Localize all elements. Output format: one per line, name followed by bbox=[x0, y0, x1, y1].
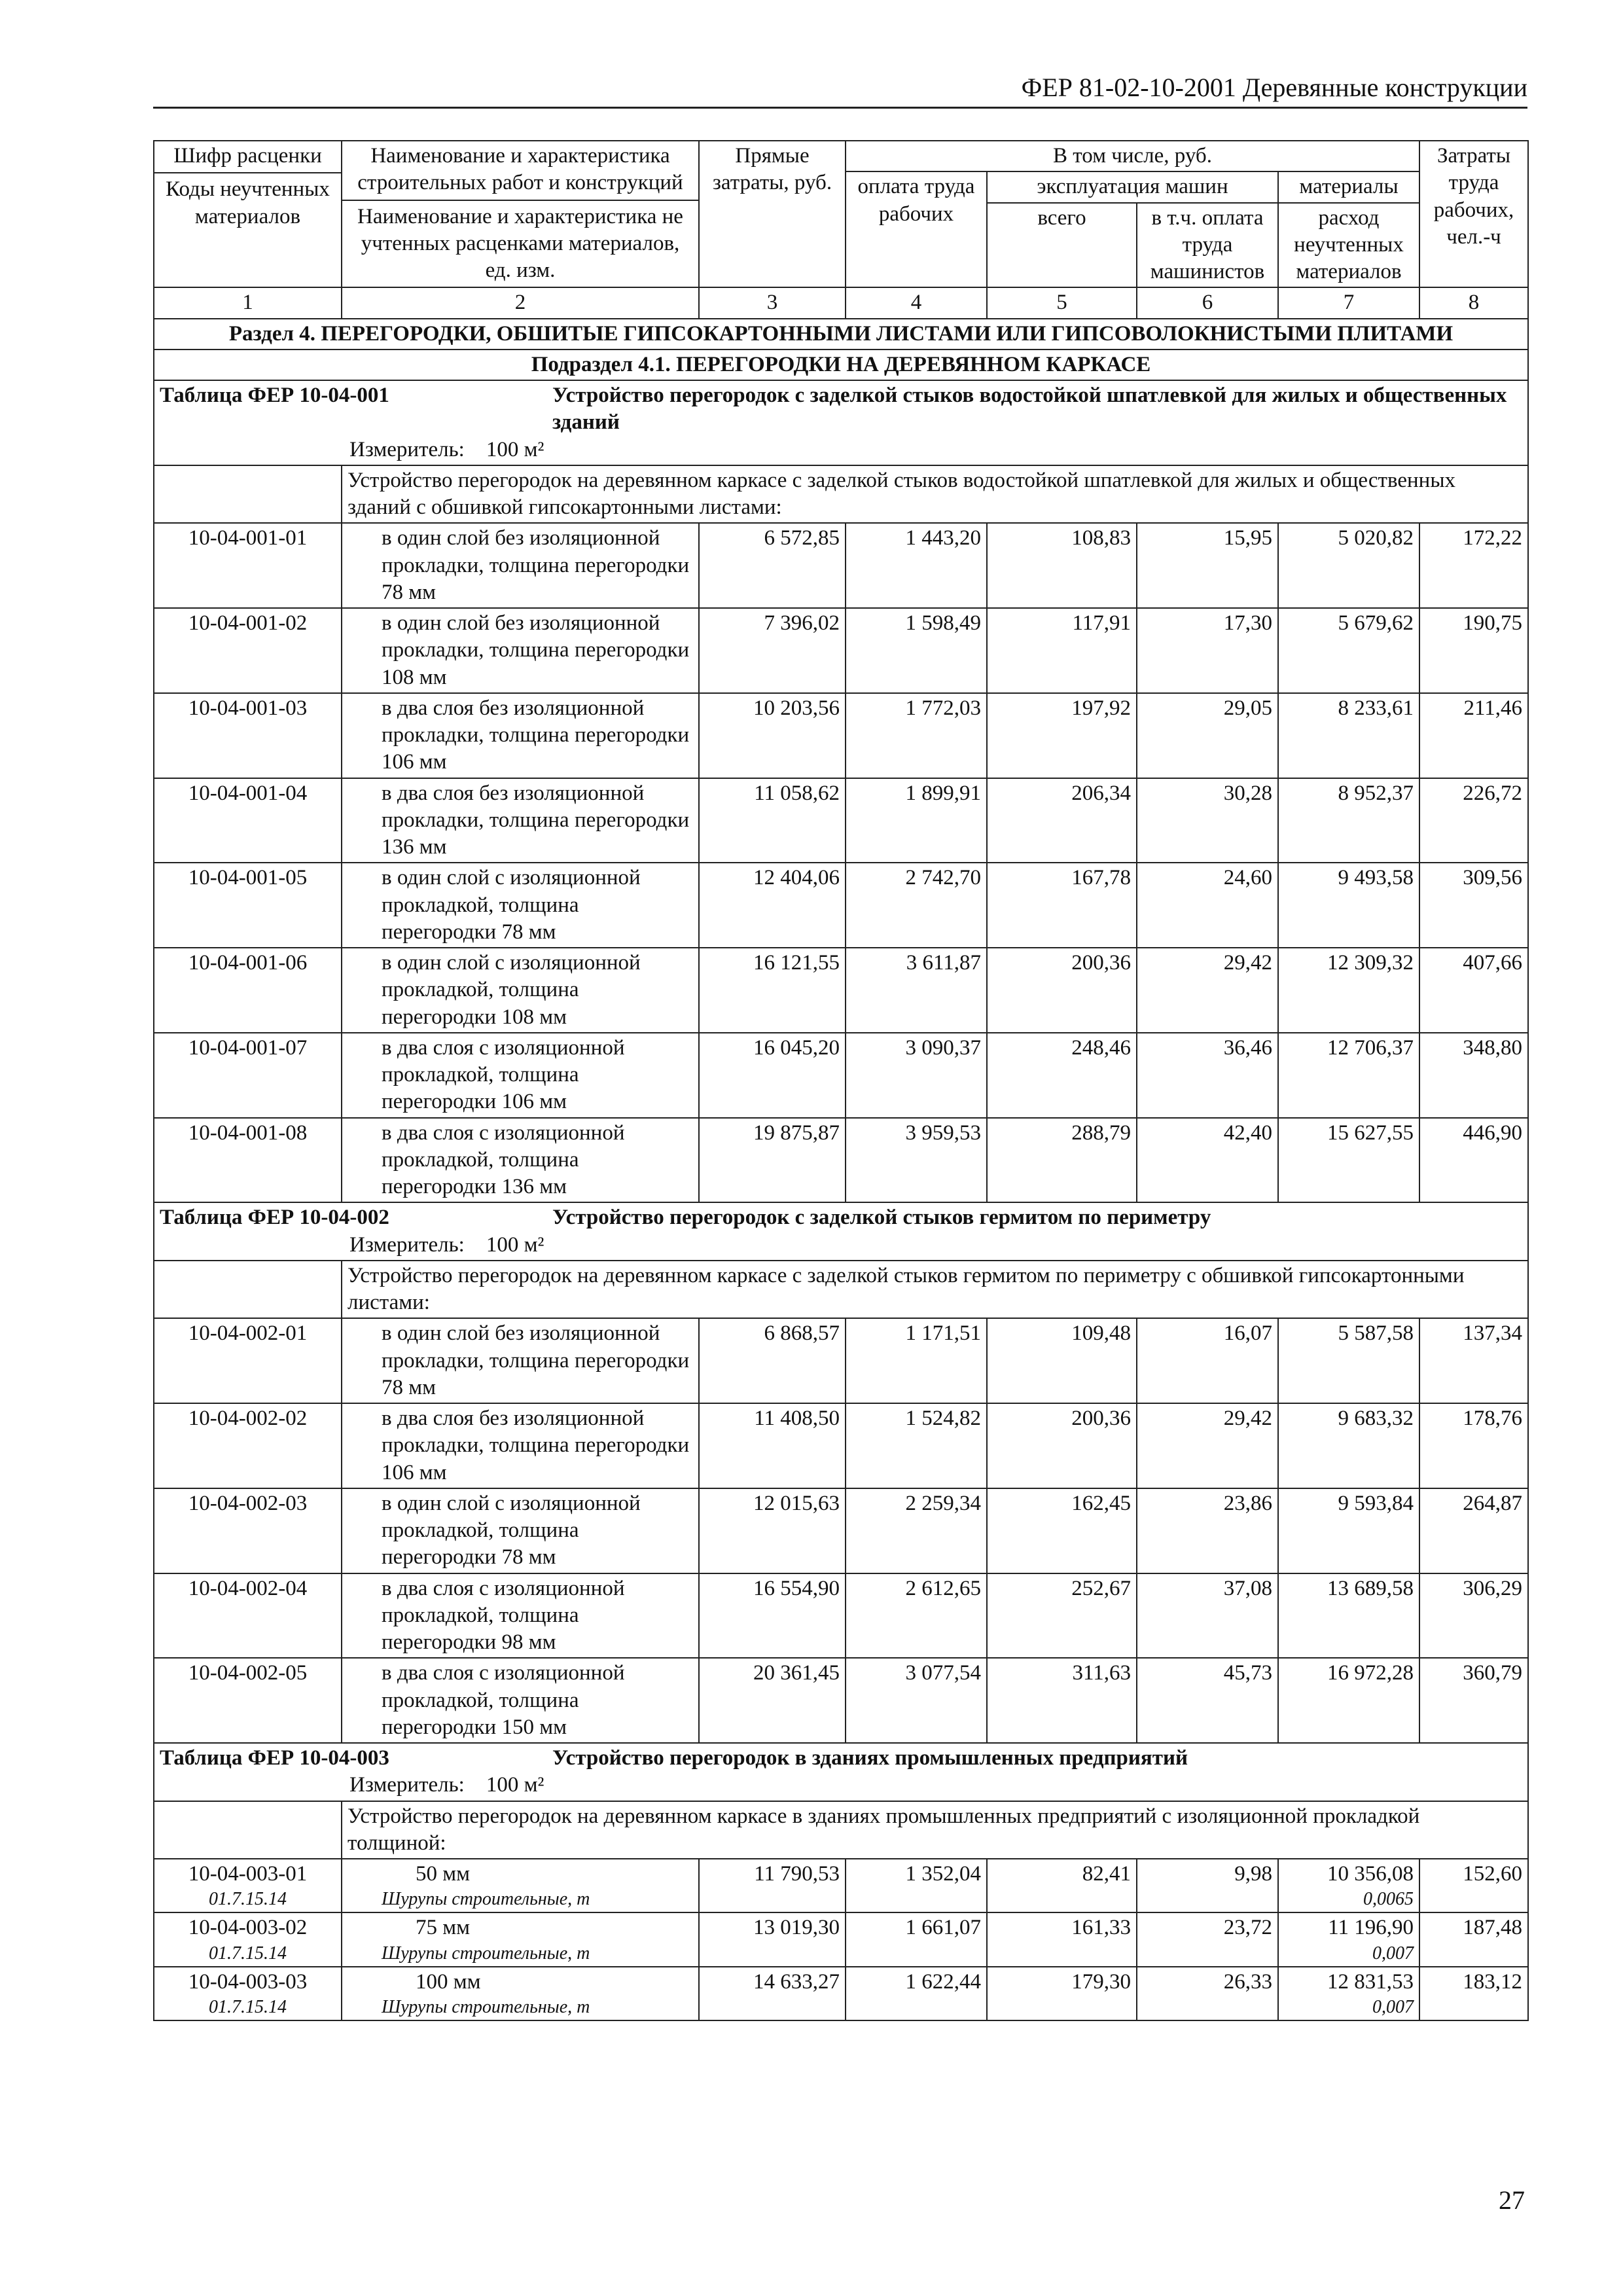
labor-cost: 2 612,65 bbox=[846, 1573, 987, 1659]
table-measure bbox=[160, 437, 1522, 463]
column-number-row bbox=[154, 287, 1528, 318]
table-row bbox=[154, 1658, 1528, 1743]
rate-description: в два слоя с изоляционной прокладкой, толщина перегородки 98 мм bbox=[382, 1576, 625, 1654]
table-intro-row bbox=[154, 1261, 1528, 1319]
table-row bbox=[154, 608, 1528, 693]
table-title-cell bbox=[154, 380, 1528, 465]
machine-cost: 162,45 bbox=[987, 1488, 1137, 1573]
rate-description: в два слоя с изоляционной прокладкой, толщина перегородки 136 мм bbox=[382, 1121, 625, 1198]
materials-cost-cell bbox=[1278, 1912, 1419, 1966]
rate-description-cell bbox=[342, 778, 699, 863]
measure-value: 100 м² bbox=[486, 1232, 544, 1257]
col-direct-header: Прямые затраты, руб. bbox=[699, 141, 846, 287]
direct-cost: 10 203,56 bbox=[699, 693, 846, 778]
rate-description-cell bbox=[342, 1573, 699, 1659]
machine-cost: 288,79 bbox=[987, 1118, 1137, 1203]
rate-description-cell bbox=[342, 863, 699, 948]
running-header: ФЕР 81-02-10-2001 Деревянные конструкции bbox=[153, 72, 1527, 109]
rate-description-cell bbox=[342, 523, 699, 608]
table-row bbox=[154, 778, 1528, 863]
materials-cost-cell bbox=[1278, 1033, 1419, 1118]
rate-code-cell bbox=[154, 1658, 342, 1743]
measure-label: Измеритель: bbox=[349, 1232, 465, 1257]
materials-cost: 9 683,32 bbox=[1338, 1407, 1414, 1430]
labor-hours: 183,12 bbox=[1419, 1967, 1528, 2020]
machine-cost: 197,92 bbox=[987, 693, 1137, 778]
material-quantity: 0,007 bbox=[1372, 1996, 1414, 2017]
empty-cell bbox=[154, 1261, 342, 1319]
direct-cost: 16 121,55 bbox=[699, 948, 846, 1033]
measure-label: Измеритель: bbox=[349, 1773, 465, 1797]
rate-description: в два слоя без изоляционной прокладки, толщина перегородки 106 мм bbox=[382, 1407, 690, 1484]
rate-description: 100 мм bbox=[416, 1969, 481, 1994]
rates-table-body bbox=[154, 141, 1528, 2020]
col-number: 2 bbox=[342, 287, 699, 318]
table-title-row bbox=[154, 1202, 1528, 1261]
direct-cost: 11 058,62 bbox=[699, 778, 846, 863]
col-material-name-title: Наименование и характеристика не учтенных расценками материалов, ед. изм. bbox=[357, 204, 683, 282]
rate-code: 10-04-003-03 bbox=[188, 1969, 308, 1994]
rate-code: 10-04-002-03 bbox=[188, 1491, 308, 1515]
col-number: 4 bbox=[846, 287, 987, 318]
rate-description: в два слоя без изоляционной прокладки, толщина перегородки 136 мм bbox=[382, 781, 690, 859]
direct-cost: 12 404,06 bbox=[699, 863, 846, 948]
machinist-labor-cost: 36,46 bbox=[1137, 1033, 1278, 1118]
materials-cost: 5 020,82 bbox=[1338, 526, 1414, 550]
labor-cost: 3 959,53 bbox=[846, 1118, 987, 1203]
table-intro: Устройство перегородок на деревянном каркасе с заделкой стыков водостойкой шпатлевкой для жилых и общественных зданий с обшивкой гипсокартонными листами: bbox=[342, 465, 1528, 524]
materials-cost-cell bbox=[1278, 778, 1419, 863]
machine-cost: 179,30 bbox=[987, 1967, 1137, 2020]
direct-cost: 6 572,85 bbox=[699, 523, 846, 608]
rate-description: в два слоя с изоляционной прокладкой, толщина перегородки 150 мм bbox=[382, 1661, 625, 1739]
direct-cost: 19 875,87 bbox=[699, 1118, 846, 1203]
materials-cost-cell bbox=[1278, 693, 1419, 778]
rate-code-cell bbox=[154, 1573, 342, 1659]
rate-description: 75 мм bbox=[416, 1916, 471, 1940]
rate-code: 10-04-001-06 bbox=[188, 951, 308, 975]
machinist-labor-cost: 16,07 bbox=[1137, 1318, 1278, 1403]
materials-cost: 12 309,32 bbox=[1327, 951, 1414, 975]
col-including-header: В том числе, руб. bbox=[846, 141, 1419, 171]
rate-code: 10-04-002-04 bbox=[188, 1576, 308, 1600]
labor-cost: 2 259,34 bbox=[846, 1488, 987, 1573]
materials-cost: 8 233,61 bbox=[1338, 696, 1414, 720]
rate-code: 10-04-003-01 bbox=[188, 1862, 308, 1886]
labor-cost: 3 090,37 bbox=[846, 1033, 987, 1118]
materials-cost: 8 952,37 bbox=[1338, 781, 1414, 805]
machinist-labor-cost: 24,60 bbox=[1137, 863, 1278, 948]
materials-cost: 5 679,62 bbox=[1338, 611, 1414, 635]
col-number: 6 bbox=[1137, 287, 1278, 318]
machine-cost: 167,78 bbox=[987, 863, 1137, 948]
table-row bbox=[154, 1318, 1528, 1403]
machinist-labor-cost: 37,08 bbox=[1137, 1573, 1278, 1659]
labor-hours: 348,80 bbox=[1419, 1033, 1528, 1118]
rate-description-cell bbox=[342, 1488, 699, 1573]
labor-hours: 446,90 bbox=[1419, 1118, 1528, 1203]
labor-cost: 1 661,07 bbox=[846, 1912, 987, 1966]
table-row bbox=[154, 1967, 1528, 2020]
rate-code-cell bbox=[154, 1859, 342, 1912]
machine-cost: 206,34 bbox=[987, 778, 1137, 863]
table-title-row bbox=[154, 1743, 1528, 1801]
labor-cost: 1 598,49 bbox=[846, 608, 987, 693]
material-name: Шурупы строительные, т bbox=[382, 1889, 590, 1910]
table-intro: Устройство перегородок на деревянном каркасе в зданиях промышленных предприятий с изоляционной прокладкой толщиной: bbox=[342, 1801, 1528, 1859]
direct-cost: 11 408,50 bbox=[699, 1403, 846, 1488]
table-title: Устройство перегородок в зданиях промышленных предприятий bbox=[552, 1746, 1188, 1770]
col-name-title: Наименование и характеристика строительных работ и конструкций bbox=[357, 144, 683, 195]
table-label: Таблица ФЕР 10-04-003 bbox=[160, 1746, 389, 1770]
materials-cost: 9 493,58 bbox=[1338, 866, 1414, 890]
labor-cost: 1 443,20 bbox=[846, 523, 987, 608]
machine-cost: 109,48 bbox=[987, 1318, 1137, 1403]
machinist-labor-cost: 15,95 bbox=[1137, 523, 1278, 608]
rate-code: 10-04-001-02 bbox=[188, 611, 308, 635]
materials-cost: 13 689,58 bbox=[1327, 1576, 1414, 1600]
labor-cost: 3 611,87 bbox=[846, 948, 987, 1033]
materials-cost-cell bbox=[1278, 1488, 1419, 1573]
rate-description-cell bbox=[342, 693, 699, 778]
rate-description-cell bbox=[342, 948, 699, 1033]
rate-description: в один слой без изоляционной прокладки, толщина перегородки 78 мм bbox=[382, 526, 690, 604]
rate-description: 50 мм bbox=[416, 1862, 471, 1886]
col-hours-header: Затраты труда рабочих, чел.-ч bbox=[1419, 141, 1528, 287]
materials-cost: 12 831,53 bbox=[1327, 1969, 1414, 1994]
material-code: 01.7.15.14 bbox=[209, 1943, 287, 1964]
rate-code: 10-04-002-05 bbox=[188, 1661, 308, 1685]
rate-code: 10-04-003-02 bbox=[188, 1916, 308, 1940]
rate-code: 10-04-001-05 bbox=[188, 866, 308, 890]
labor-cost: 2 742,70 bbox=[846, 863, 987, 948]
direct-cost: 7 396,02 bbox=[699, 608, 846, 693]
rate-description: в два слоя с изоляционной прокладкой, толщина перегородки 106 мм bbox=[382, 1035, 625, 1114]
material-name: Шурупы строительные, т bbox=[382, 1943, 590, 1964]
direct-cost: 13 019,30 bbox=[699, 1912, 846, 1966]
machine-cost: 200,36 bbox=[987, 1403, 1137, 1488]
materials-cost-cell bbox=[1278, 1859, 1419, 1912]
materials-cost-cell bbox=[1278, 1318, 1419, 1403]
direct-cost: 20 361,45 bbox=[699, 1658, 846, 1743]
materials-cost: 12 706,37 bbox=[1327, 1035, 1414, 1060]
rate-description-cell bbox=[342, 1118, 699, 1203]
machinist-labor-cost: 26,33 bbox=[1137, 1967, 1278, 2020]
table-measure bbox=[160, 1232, 1522, 1259]
labor-hours: 137,34 bbox=[1419, 1318, 1528, 1403]
machine-cost: 161,33 bbox=[987, 1912, 1137, 1966]
labor-cost: 1 524,82 bbox=[846, 1403, 987, 1488]
machinist-labor-cost: 23,72 bbox=[1137, 1912, 1278, 1966]
materials-cost: 10 356,08 bbox=[1327, 1862, 1414, 1886]
col-code-header bbox=[154, 141, 342, 287]
machinist-labor-cost: 45,73 bbox=[1137, 1658, 1278, 1743]
rate-description-cell bbox=[342, 1403, 699, 1488]
rate-code-cell bbox=[154, 1318, 342, 1403]
labor-hours: 360,79 bbox=[1419, 1658, 1528, 1743]
machine-cost: 108,83 bbox=[987, 523, 1137, 608]
subsection-title: Подраздел 4.1. ПЕРЕГОРОДКИ НА ДЕРЕВЯННОМ КАРКАСЕ bbox=[154, 350, 1528, 380]
labor-hours: 187,48 bbox=[1419, 1912, 1528, 1966]
rate-code-cell bbox=[154, 1967, 342, 2020]
machinist-labor-cost: 30,28 bbox=[1137, 778, 1278, 863]
machinist-labor-cost: 29,05 bbox=[1137, 693, 1278, 778]
machinist-labor-cost: 29,42 bbox=[1137, 1403, 1278, 1488]
materials-cost-cell bbox=[1278, 1967, 1419, 2020]
rate-description: в один слой без изоляционной прокладки, толщина перегородки 108 мм bbox=[382, 611, 690, 689]
col-number: 5 bbox=[987, 287, 1137, 318]
table-intro-row bbox=[154, 1801, 1528, 1859]
rate-code-cell bbox=[154, 863, 342, 948]
materials-cost-cell bbox=[1278, 608, 1419, 693]
rates-table bbox=[153, 140, 1529, 2021]
table-label: Таблица ФЕР 10-04-002 bbox=[160, 1206, 389, 1230]
col-number: 8 bbox=[1419, 287, 1528, 318]
labor-hours: 407,66 bbox=[1419, 948, 1528, 1033]
rate-description: в один слой с изоляционной прокладкой, толщина перегородки 78 мм bbox=[382, 1491, 641, 1570]
direct-cost: 11 790,53 bbox=[699, 1859, 846, 1912]
table-row bbox=[154, 1912, 1528, 1966]
labor-cost: 1 899,91 bbox=[846, 778, 987, 863]
material-name: Шурупы строительные, т bbox=[382, 1996, 590, 2017]
machinist-labor-cost: 9,98 bbox=[1137, 1859, 1278, 1912]
table-row bbox=[154, 1488, 1528, 1573]
labor-hours: 190,75 bbox=[1419, 608, 1528, 693]
table-row bbox=[154, 523, 1528, 608]
machine-cost: 82,41 bbox=[987, 1859, 1137, 1912]
measure-label: Измеритель: bbox=[349, 437, 465, 461]
rate-code-cell bbox=[154, 1403, 342, 1488]
table-row bbox=[154, 948, 1528, 1033]
materials-cost: 16 972,28 bbox=[1327, 1661, 1414, 1685]
table-label: Таблица ФЕР 10-04-001 bbox=[160, 384, 389, 407]
materials-cost-cell bbox=[1278, 1658, 1419, 1743]
table-row bbox=[154, 1033, 1528, 1118]
machine-cost: 311,63 bbox=[987, 1658, 1137, 1743]
page-number: 27 bbox=[1499, 2185, 1525, 2215]
machinist-labor-cost: 29,42 bbox=[1137, 948, 1278, 1033]
materials-cost-cell bbox=[1278, 1573, 1419, 1659]
rate-code-cell bbox=[154, 608, 342, 693]
material-quantity: 0,0065 bbox=[1363, 1889, 1414, 1910]
rate-description-cell bbox=[342, 1967, 699, 2020]
rate-code-cell bbox=[154, 1912, 342, 1966]
rate-code: 10-04-001-07 bbox=[188, 1035, 308, 1060]
col-name-header bbox=[342, 141, 699, 287]
direct-cost: 16 045,20 bbox=[699, 1033, 846, 1118]
rate-description-cell bbox=[342, 1033, 699, 1118]
rate-description-cell bbox=[342, 1318, 699, 1403]
materials-cost-cell bbox=[1278, 523, 1419, 608]
rate-code-cell bbox=[154, 778, 342, 863]
rate-code-cell bbox=[154, 523, 342, 608]
rate-description-cell bbox=[342, 1859, 699, 1912]
machine-cost: 252,67 bbox=[987, 1573, 1137, 1659]
rate-description-cell bbox=[342, 608, 699, 693]
empty-cell bbox=[154, 465, 342, 524]
table-row bbox=[154, 693, 1528, 778]
direct-cost: 16 554,90 bbox=[699, 1573, 846, 1659]
col-labor-header: оплата труда рабочих bbox=[846, 171, 987, 287]
machine-cost: 248,46 bbox=[987, 1033, 1137, 1118]
labor-hours: 264,87 bbox=[1419, 1488, 1528, 1573]
table-measure bbox=[160, 1772, 1522, 1799]
materials-cost: 11 196,90 bbox=[1328, 1916, 1414, 1940]
materials-cost: 15 627,55 bbox=[1327, 1121, 1414, 1145]
rate-description-cell bbox=[342, 1658, 699, 1743]
col-machines-header: эксплуатация машин bbox=[987, 171, 1278, 202]
table-title-cell bbox=[154, 1743, 1528, 1801]
materials-cost-cell bbox=[1278, 948, 1419, 1033]
labor-cost: 1 352,04 bbox=[846, 1859, 987, 1912]
rate-code: 10-04-001-08 bbox=[188, 1121, 308, 1145]
col-mat-usage-header: расход неучтенных материалов bbox=[1278, 203, 1419, 288]
table-title: Устройство перегородок с заделкой стыков гермитом по периметру bbox=[552, 1206, 1211, 1230]
rate-description: в один слой без изоляционной прокладки, толщина перегородки 78 мм bbox=[382, 1321, 690, 1399]
empty-cell bbox=[154, 1801, 342, 1859]
materials-cost-cell bbox=[1278, 863, 1419, 948]
rate-code-cell bbox=[154, 948, 342, 1033]
materials-cost: 5 587,58 bbox=[1338, 1321, 1414, 1346]
col-mach-total-header: всего bbox=[987, 203, 1137, 288]
labor-cost: 3 077,54 bbox=[846, 1658, 987, 1743]
direct-cost: 6 868,57 bbox=[699, 1318, 846, 1403]
table-row bbox=[154, 1403, 1528, 1488]
col-number: 3 bbox=[699, 287, 846, 318]
rate-code: 10-04-002-01 bbox=[188, 1321, 308, 1346]
labor-hours: 211,46 bbox=[1419, 693, 1528, 778]
table-title-row bbox=[154, 380, 1528, 465]
col-number: 1 bbox=[154, 287, 342, 318]
labor-hours: 309,56 bbox=[1419, 863, 1528, 948]
subsection-row bbox=[154, 350, 1528, 380]
labor-cost: 1 622,44 bbox=[846, 1967, 987, 2020]
rate-code: 10-04-001-04 bbox=[188, 781, 308, 805]
machinist-labor-cost: 42,40 bbox=[1137, 1118, 1278, 1203]
table-title: Устройство перегородок с заделкой стыков водостойкой шпатлевкой для жилых и общественных зданий bbox=[552, 384, 1507, 435]
section-title: Раздел 4. ПЕРЕГОРОДКИ, ОБШИТЫЕ ГИПСОКАРТОННЫМИ ЛИСТАМИ ИЛИ ГИПСОВОЛОКНИСТЫМИ ПЛИТАМИ bbox=[154, 319, 1528, 350]
rate-code-cell bbox=[154, 1118, 342, 1203]
labor-hours: 172,22 bbox=[1419, 523, 1528, 608]
rate-code-cell bbox=[154, 693, 342, 778]
material-code: 01.7.15.14 bbox=[209, 1889, 287, 1910]
table-row bbox=[154, 1859, 1528, 1912]
col-number: 7 bbox=[1278, 287, 1419, 318]
labor-hours: 152,60 bbox=[1419, 1859, 1528, 1912]
col-mach-labor-header: в т.ч. оплата труда машинистов bbox=[1137, 203, 1278, 288]
measure-value: 100 м² bbox=[486, 1773, 544, 1797]
rate-code-cell bbox=[154, 1033, 342, 1118]
machine-cost: 117,91 bbox=[987, 608, 1137, 693]
rate-code-cell bbox=[154, 1488, 342, 1573]
rate-code: 10-04-001-01 bbox=[188, 526, 308, 550]
col-code-title: Шифр расценки bbox=[173, 144, 322, 168]
materials-cost-cell bbox=[1278, 1118, 1419, 1203]
table-row bbox=[154, 1118, 1528, 1203]
section-row bbox=[154, 319, 1528, 350]
rate-description: в один слой с изоляционной прокладкой, толщина перегородки 78 мм bbox=[382, 866, 641, 944]
rate-description: в один слой с изоляционной прокладкой, толщина перегородки 108 мм bbox=[382, 951, 641, 1029]
rate-code: 10-04-001-03 bbox=[188, 696, 308, 720]
labor-hours: 178,76 bbox=[1419, 1403, 1528, 1488]
col-material-code-title: Коды неучтенных материалов bbox=[166, 177, 330, 228]
machinist-labor-cost: 17,30 bbox=[1137, 608, 1278, 693]
table-row bbox=[154, 1573, 1528, 1659]
column-header-row bbox=[154, 141, 1528, 171]
material-quantity: 0,007 bbox=[1372, 1943, 1414, 1964]
labor-cost: 1 171,51 bbox=[846, 1318, 987, 1403]
direct-cost: 14 633,27 bbox=[699, 1967, 846, 2020]
material-code: 01.7.15.14 bbox=[209, 1996, 287, 2017]
labor-hours: 226,72 bbox=[1419, 778, 1528, 863]
measure-value: 100 м² bbox=[486, 437, 544, 461]
table-intro-row bbox=[154, 465, 1528, 524]
labor-cost: 1 772,03 bbox=[846, 693, 987, 778]
table-row bbox=[154, 863, 1528, 948]
rate-description: в два слоя без изоляционной прокладки, толщина перегородки 106 мм bbox=[382, 696, 690, 774]
labor-hours: 306,29 bbox=[1419, 1573, 1528, 1659]
materials-cost-cell bbox=[1278, 1403, 1419, 1488]
col-materials-header: материалы bbox=[1278, 171, 1419, 202]
table-title-cell bbox=[154, 1202, 1528, 1261]
machinist-labor-cost: 23,86 bbox=[1137, 1488, 1278, 1573]
table-intro: Устройство перегородок на деревянном каркасе с заделкой стыков гермитом по периметру с обшивкой гипсокартонными листами: bbox=[342, 1261, 1528, 1319]
rate-code: 10-04-002-02 bbox=[188, 1407, 308, 1430]
rate-description-cell bbox=[342, 1912, 699, 1966]
machine-cost: 200,36 bbox=[987, 948, 1137, 1033]
materials-cost: 9 593,84 bbox=[1338, 1491, 1414, 1515]
direct-cost: 12 015,63 bbox=[699, 1488, 846, 1573]
